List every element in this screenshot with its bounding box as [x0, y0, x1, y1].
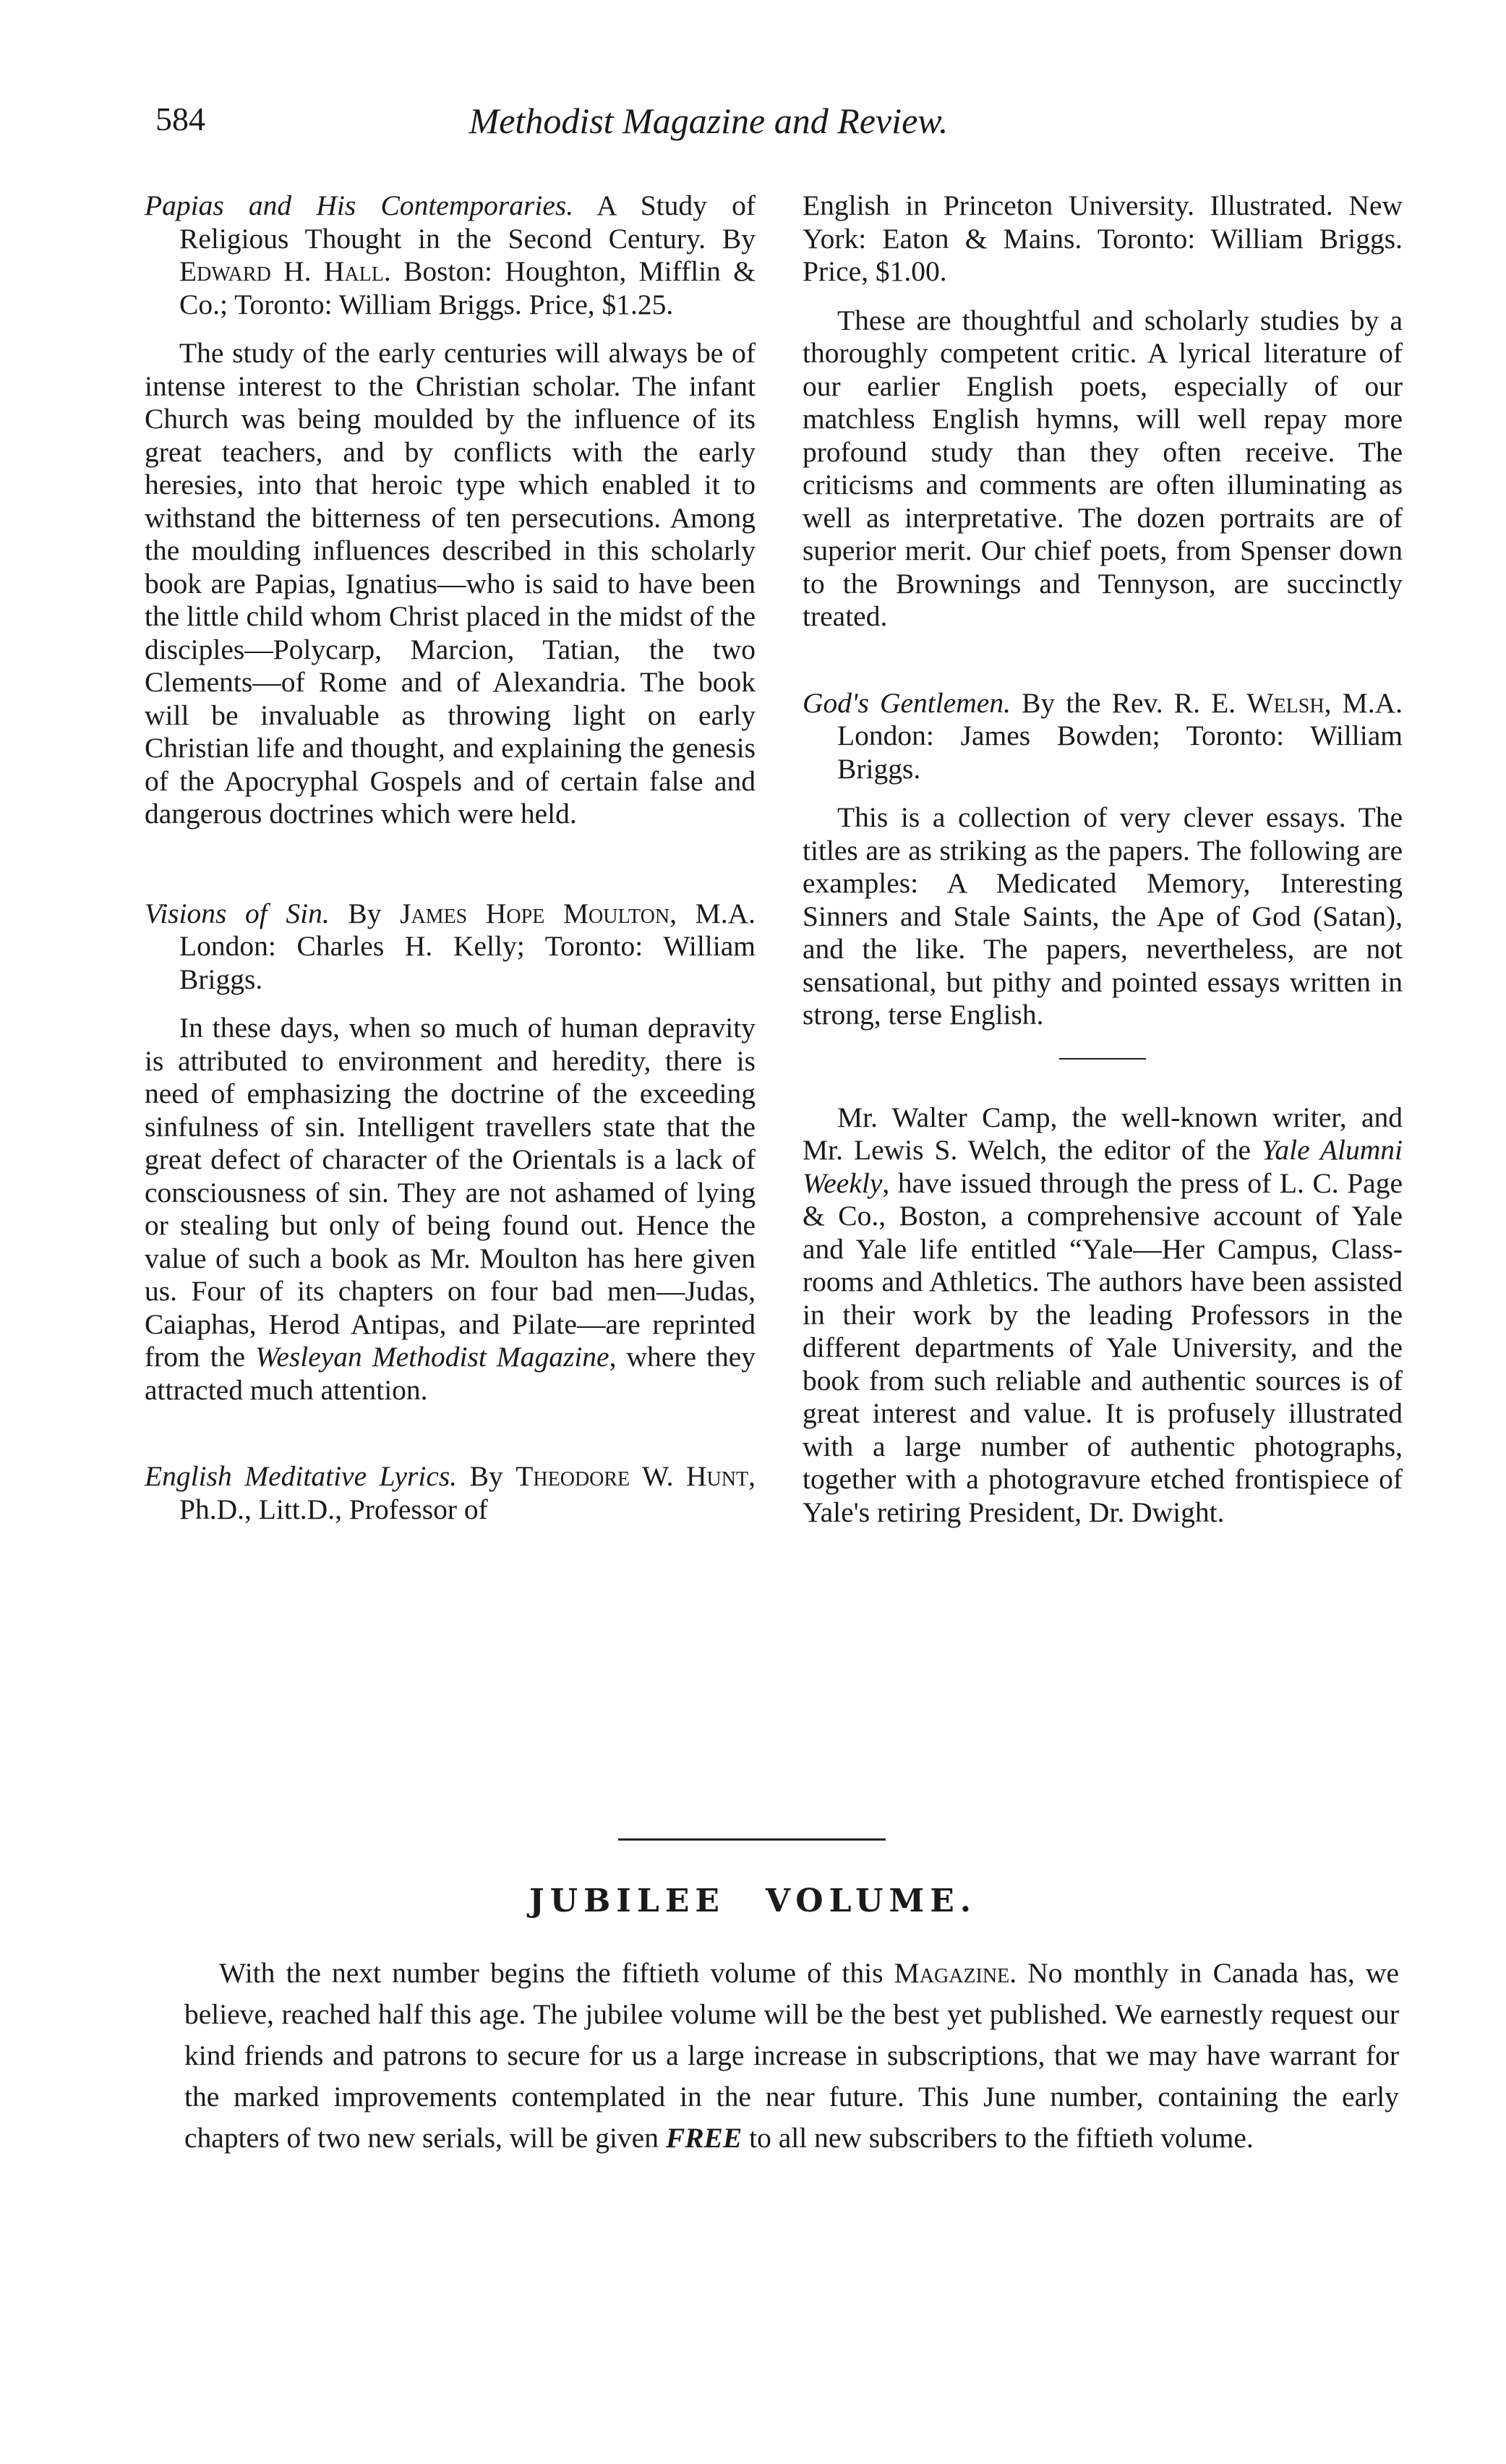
running-head	[155, 100, 1262, 150]
citation-text: By the Rev. R. E.	[1010, 686, 1247, 719]
citation	[145, 189, 756, 321]
review-body	[145, 1012, 756, 1407]
heading-rule	[618, 1838, 886, 1841]
magazine-name: Magazine	[894, 1957, 1010, 1989]
review-papias	[145, 189, 756, 831]
note-yale-book	[803, 1101, 1403, 1530]
notice-text-end: to all new subscribers to the fiftieth volume.	[742, 2122, 1254, 2154]
author-name: Theodore W. Hunt	[515, 1460, 749, 1492]
section-gap	[145, 1407, 756, 1460]
review-english-lyrics	[145, 1460, 756, 1526]
review-visions-of-sin	[145, 898, 756, 1407]
citation	[145, 898, 756, 997]
author-name: Edward H. Hall	[179, 255, 384, 287]
review-body-text: In these days, when so much of human depravity is attributed to environment and heredity, there is need of emphasizing the doctrine of the exceeding sinfulness of sin. Intelligent travellers state that the great defect of character of the Orientals is a lack of consciousness of sin. They are not ashamed of lying or stealing but only of being found out. Hence the value of such a book as Mr. Moulton has here given us. Four of its chapters on four bad men—Judas, Caiaphas, Herod Antipas, and Pilate—are reprinted from the	[145, 1012, 756, 1373]
book-title: English Meditative Lyrics.	[145, 1460, 458, 1492]
book-title: Papias and His Contemporaries.	[145, 189, 574, 221]
citation-text: A Study of Religious Thought in the Second Century. By	[179, 189, 756, 255]
review-body: The study of the early centuries will always be of intense interest to the Christian scholar. The infant Church was being moulded by the influence of its great teachers, and by conflicts with the early heresies, into that heroic type which enabled it to withstand the bitterness of ten persecutions. Among the moulding influences described in this scholarly book are Papias, Ignatius—who is said to have been the little child whom Christ placed in the midst of the disciples—Polycarp, Marcion, Tatian, the two Clements—of Rome and of Alexandria. The book will be invaluable as throwing light on early Christian life and thought, and explaining the genesis of the Apocryphal Gospels and of certain false and dangerous doctrines which were held.	[145, 337, 756, 830]
note-body	[803, 1101, 1403, 1530]
jubilee-heading	[0, 1883, 1506, 1919]
author-name: James Hope Moulton	[400, 897, 670, 929]
review-body: These are thoughtful and scholarly studies by a thoroughly competent critic. A lyrical literature of our earlier English poets, especially of our matchless English hymns, will well repay more profound study than they often receive. The criticisms and comments are often illuminating as well as interpretative. The dozen portraits are of superior merit. Our chief poets, from Spenser down to the Brownings and Tennyson, are succinctly treated.	[803, 304, 1403, 632]
left-column	[145, 189, 756, 1542]
right-column	[803, 189, 1403, 1529]
publisher-info: , M.A. London: James Bowden; Toronto: William Briggs.	[837, 686, 1403, 785]
author-name: Welsh	[1246, 686, 1325, 719]
notice-text: With the next number begins the fiftieth volume of this	[219, 1957, 894, 1989]
review-body-text-end: , where they attracted much attention.	[145, 1341, 756, 1406]
citation-text: By	[457, 1460, 516, 1492]
book-title: God's Gentlemen.	[803, 686, 1011, 719]
periodical-title: Wesleyan Methodist Magazine	[255, 1341, 609, 1373]
review-gods-gentlemen	[803, 687, 1403, 1032]
review-english-lyrics-continued	[803, 189, 1403, 634]
journal-title: Methodist Magazine and Review.	[469, 101, 949, 141]
citation-text: By	[329, 897, 401, 929]
book-title: Visions of Sin.	[145, 897, 330, 929]
jubilee-notice	[184, 1953, 1399, 2159]
page-number: 584	[155, 101, 205, 137]
section-divider	[1059, 1058, 1146, 1060]
citation	[803, 687, 1403, 786]
note-text: Mr. Walter Camp, the well-known writer, and Mr. Lewis S. Welch, the editor of the	[803, 1101, 1403, 1166]
publisher-info: , M.A. London: Charles H. Kelly; Toronto: William Briggs.	[179, 897, 756, 995]
notice-text-middle: . No monthly in Canada has, we believe, reached half this age. The jubilee volume will be the best yet published. We earnestly request our kind friends and patrons to secure for us a large increase in subscriptions, that we may have warrant for the marked improvements contemplated in the near future. This June number, containing the early chapters of two new serials, will be given	[184, 1957, 1400, 2154]
section-gap	[145, 831, 756, 898]
publisher-info: . Boston: Houghton, Mifflin & Co.; Toronto: William Briggs. Price, $1.25.	[179, 255, 756, 320]
citation-continued: English in Princeton University. Illustrated. New York: Eaton & Mains. Toronto: William Briggs. Price, $1.00.	[803, 189, 1403, 287]
note-text-end: , have issued through the press of L. C. Page & Co., Boston, a comprehensive account of Yale and Yale life entitled “Yale—Her Campus, Class-rooms and Athletics. The authors have been assisted in their work by the leading Professors in the different departments of Yale University, and the book from such reliable and authentic sources is of great interest and value. It is profusely illustrated with a large number of authentic photographs, together with a photogravure etched frontispiece of Yale's retiring President, Dr. Dwight.	[803, 1167, 1403, 1528]
section-gap	[803, 634, 1403, 687]
review-body: This is a collection of very clever essays. The titles are as striking as the papers. The following are examples: A Medicated Memory, Interesting Sinners and Stale Saints, the Ape of God (Satan), and the like. The papers, nevertheless, are not sensational, but pithy and pointed essays written in strong, terse English.	[803, 801, 1403, 1031]
periodical-title: Yale Alumni Weekly	[803, 1134, 1403, 1199]
citation	[145, 1460, 756, 1526]
heading-word: VOLUME.	[765, 1883, 977, 1919]
heading-word: JUBILEE	[529, 1883, 725, 1919]
free-emphasis: FREE	[665, 2122, 743, 2154]
publisher-info: , Ph.D., Litt.D., Professor of	[179, 1460, 756, 1525]
